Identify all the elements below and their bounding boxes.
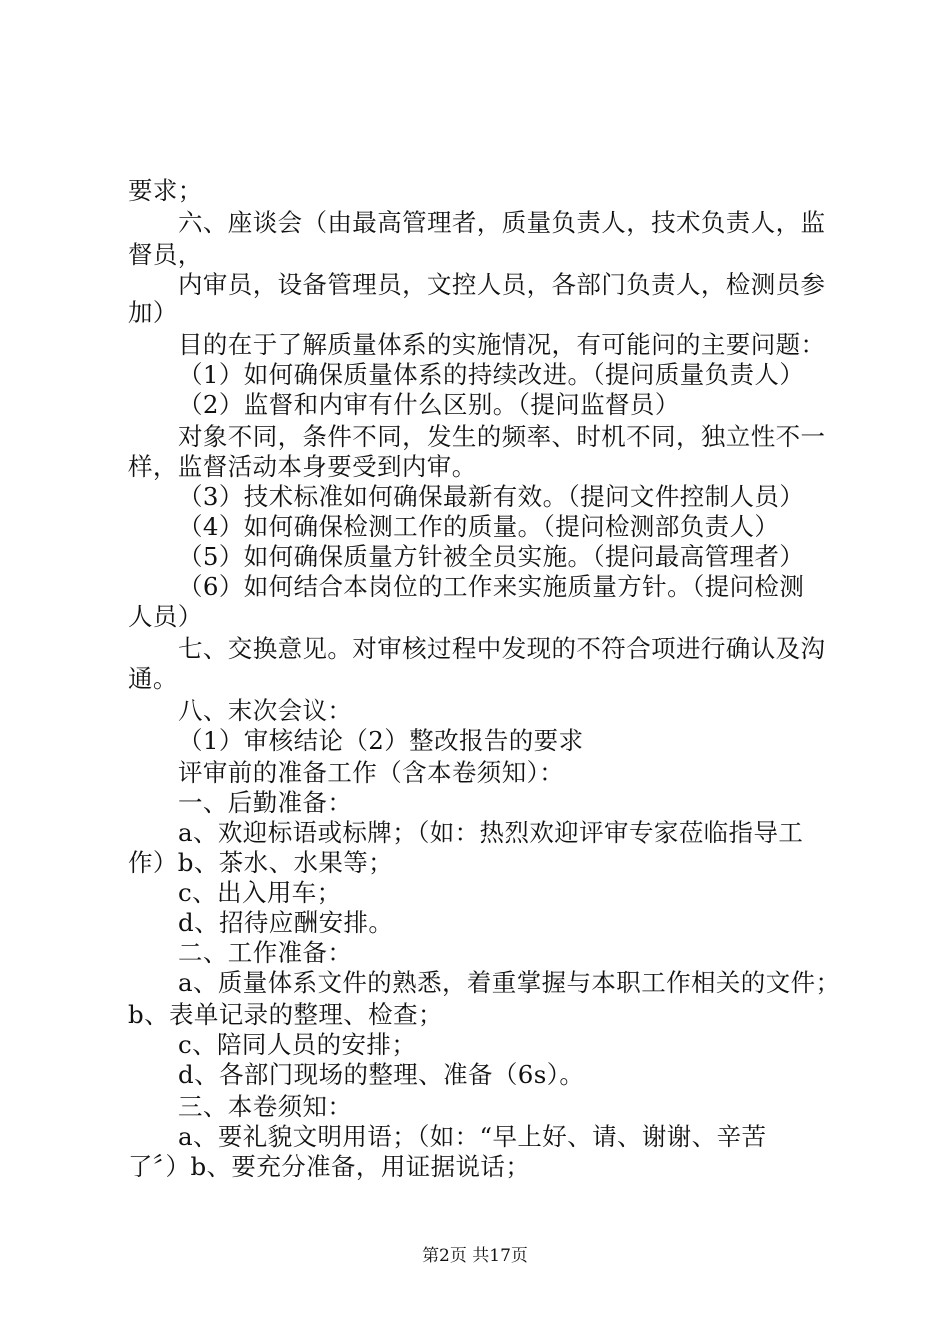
text-line: 内审员，设备管理员，文控人员，各部门负责人，检测员参	[178, 270, 826, 299]
list-item: d、招待应酬安排。	[178, 908, 394, 937]
text-line: 样，监督活动本身要受到内审。	[128, 452, 477, 481]
list-item: （5）如何确保质量方针被全员实施。（提问最高管理者）	[178, 542, 805, 571]
text-line: 目的在于了解质量体系的实施情况，有可能问的主要问题：	[178, 330, 826, 359]
list-item: a、质量体系文件的熟悉，着重掌握与本职工作相关的文件；	[178, 968, 841, 997]
text-line: 对象不同，条件不同，发生的频率、时机不同，独立性不一	[178, 422, 826, 451]
list-item: （3）技术标准如何确保最新有效。（提问文件控制人员）	[178, 482, 805, 511]
list-item: c、出入用车；	[178, 878, 342, 907]
text-line: 作）b、茶水、水果等；	[128, 848, 394, 877]
text-line: 要求；	[128, 176, 203, 205]
page-number-footer: 第2页 共17页	[422, 1246, 528, 1266]
section-heading: 二、工作准备：	[178, 938, 353, 967]
list-item: （1）审核结论（2）整改报告的要求	[178, 726, 584, 755]
list-item: （6）如何结合本岗位的工作来实施质量方针。（提问检测	[178, 572, 805, 601]
section-heading: 三、本卷须知：	[178, 1092, 353, 1121]
section-heading: 八、末次会议：	[178, 696, 353, 725]
text-line: 加）	[128, 298, 178, 327]
section-heading: 评审前的准备工作（含本卷须知）：	[178, 758, 565, 787]
text-line: b、表单记录的整理、检查；	[128, 1000, 443, 1029]
list-item: （2）监督和内审有什么区别。（提问监督员）	[178, 390, 680, 419]
section-heading: 七、交换意见。对审核过程中发现的不符合项进行确认及沟	[178, 634, 826, 663]
list-item: c、陪同人员的安排；	[178, 1030, 417, 1059]
text-line: 通。	[128, 664, 178, 693]
list-item: a、要礼貌文明用语；（如：“早上好、请、谢谢、辛苦	[178, 1122, 767, 1151]
list-item: （4）如何确保检测工作的质量。（提问检测部负责人）	[178, 512, 780, 541]
list-item: （1）如何确保质量体系的持续改进。（提问质量负责人）	[178, 360, 805, 389]
list-item: d、各部门现场的整理、准备（6s）。	[178, 1060, 585, 1089]
section-heading: 六、座谈会（由最高管理者，质量负责人，技术负责人，监	[178, 208, 826, 237]
section-heading: 一、后勤准备：	[178, 788, 353, 817]
text-line: 人员）	[128, 602, 203, 631]
text-line: 了〞）b、要充分准备，用证据说话；	[128, 1152, 531, 1181]
text-line: 督员，	[128, 240, 203, 269]
list-item: a、欢迎标语或标牌；（如：热烈欢迎评审专家莅临指导工	[178, 818, 804, 847]
